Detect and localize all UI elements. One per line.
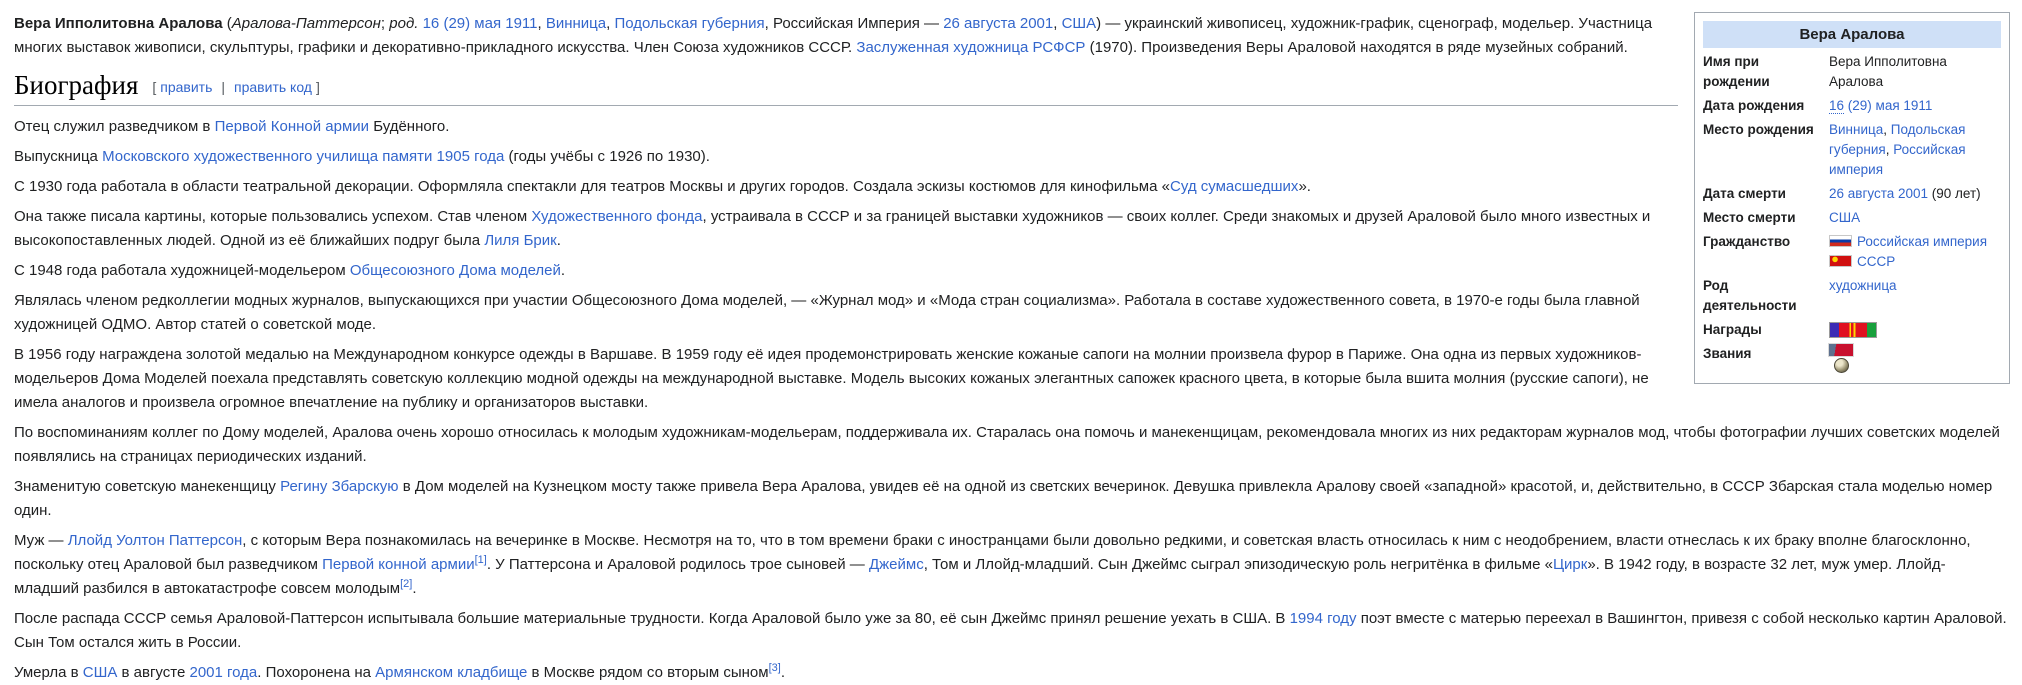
reference: [400, 578, 412, 590]
intro-paragraph: Вера Ипполитовна Аралова (Аралова-Паттерсон; род. 16 (29) мая 1911, Винница, Подольская губерния, Российская Империя — 26 августа 2001, США) — украинский живописец, художник-график, сценограф, модельер. Участница многих выставок живописи, скульптуры, графики и декоративно-прикладного искусства. Член Союза художников СССР. Заслуженная художница РСФСР (1970). Произведения Веры Араловой находятся в ряде музейных собраний.: [14, 15, 1653, 56]
biography-paragraph: Знаменитую советскую манекенщицу Регину Збарскую в Дом моделей на Кузнецком мосту также привела Вера Аралова, увидев её на одной из светских вечеринок. Девушка привлекла Аралову своей «западной» красотой, и, действительно, в СССР Збарская стала моделью номер один.: [14, 478, 1993, 519]
infobox-label: Место смерти: [1703, 210, 1796, 225]
wiki-link[interactable]: Винница: [1829, 122, 1884, 137]
italic-text: Аралова-Паттерсон: [231, 15, 381, 32]
infobox-row: [1703, 274, 2001, 318]
infobox-value: 26 августа 2001 (90 лет): [1829, 186, 1981, 201]
edit-bracket-open: [: [152, 79, 157, 95]
infobox-row: [1703, 118, 2001, 182]
award-ribbon-icon[interactable]: [1829, 322, 1877, 338]
biography-paragraph: По воспоминаниям коллег по Дому моделей, Аралова очень хорошо относилась к молодым художникам-модельерам, поддерживала их. Старалась она помочь и манекенщицам, рекомендовала многих из них редакторам журналов мод, чтобы фотографии лучших советских моделей появлялись на страницах периодических изданий.: [14, 424, 2000, 465]
infobox-label: Дата рождения: [1703, 98, 1805, 113]
infobox-row: [1703, 50, 2001, 94]
wiki-link[interactable]: Лиля Брик: [484, 232, 557, 249]
infobox: [1694, 12, 2010, 384]
badge-ribbon-part: [1829, 344, 1853, 356]
infobox-value: [1829, 318, 2001, 342]
wiki-link[interactable]: Российская империя: [1829, 142, 1966, 177]
infobox-label: Награды: [1703, 322, 1762, 337]
wiki-link[interactable]: Первой конной армии: [322, 556, 475, 573]
reference-link[interactable]: [1]: [474, 554, 487, 566]
reference: [769, 662, 781, 674]
wiki-link[interactable]: Суд сумасшедших: [1169, 178, 1299, 195]
infobox-label: Имя при рождении: [1703, 54, 1770, 89]
section-title: Биография: [14, 70, 139, 100]
russian-empire-flag-icon[interactable]: [1829, 235, 1852, 247]
wiki-link[interactable]: Цирк: [1552, 556, 1588, 573]
wiki-link[interactable]: 2001 года: [189, 664, 258, 681]
reference-link[interactable]: [3]: [768, 662, 781, 674]
wiki-link[interactable]: 26 августа 2001: [1829, 186, 1929, 201]
infobox-value: Вера Ипполитовна Аралова: [1829, 54, 1947, 89]
infobox-row: [1703, 230, 2001, 274]
edit-bracket-close: ]: [315, 79, 320, 95]
infobox-row: [1703, 182, 2001, 206]
wiki-link[interactable]: США: [1061, 15, 1097, 32]
wiki-link[interactable]: Общесоюзного Дома моделей: [349, 262, 561, 279]
italic-text: род.: [389, 15, 419, 32]
biography-paragraph: Муж — Ллойд Уолтон Паттерсон, с которым Вера познакомилась на вечеринке в Москве. Несмотря на то, что в том времени браки с иностранцами были довольно редкими, и советская власть относилась к ним с неодобрением, власти отнеслась к их браку вполне благосклонно, поскольку отец Араловой был разведчиком Первой конной армии[1]. У Паттерсона и Араловой родилось трое сыновей — Джеймс, Том и Ллойд-младший. Сын Джеймс сыграл эпизодическую роль негритёнка в фильме «Цирк». В 1942 году, в возрасте 32 лет, муж умер. Ллойд-младший разбился в автокатастрофе совсем молодым[2].: [14, 532, 1971, 597]
section-heading: [14, 70, 1678, 106]
infobox-title: Вера Аралова: [1703, 21, 2001, 48]
biography-paragraph: Являлась членом редколлегии модных журналов, выпускающихся при участии Общесоюзного Дома моделей, — «Журнал мод» и «Мода стран социализма». Работала в составе художественного совета, в 1970-е годы была главной художницей ОДМО. Автор статей о советской моде.: [14, 292, 1640, 333]
wiki-link[interactable]: Ллойд Уолтон Паттерсон: [67, 532, 243, 549]
infobox-label: Место рождения: [1703, 122, 1814, 137]
biography-paragraph: После распада СССР семья Араловой-Паттерсон испытывала большие материальные трудности. Когда Араловой было уже за 80, её сын Джеймс принял решение уехать в США. В 1994 году поэт вместе с матерью переехал в Вашингтон, привезя с собой несколько картин Араловой. Сын Том остался жить в России.: [14, 610, 2007, 651]
wiki-link[interactable]: Российская империя: [1857, 234, 1988, 249]
infobox-value: Винница, Подольская губерния, Российская империя: [1829, 122, 1966, 177]
reference-link[interactable]: [2]: [400, 578, 413, 590]
biography-paragraph: Она также писала картины, которые пользовались успехом. Став членом Художественного фонда, устраивала в СССР и за границей выставки художников — своих коллег. Среди знакомых и друзей Араловой было много известных и высокопоставленных людей. Одной из её ближайших подруг была Лиля Брик.: [14, 208, 1651, 249]
ussr-flag-icon[interactable]: [1829, 255, 1852, 267]
wiki-link[interactable]: СССР: [1857, 254, 1896, 269]
infobox-label: Гражданство: [1703, 234, 1791, 249]
wiki-link[interactable]: Художественного фонда: [531, 208, 703, 225]
biography-paragraph: Отец служил разведчиком в Первой Конной армии Будённого.: [14, 118, 450, 135]
edit-link[interactable]: править: [160, 79, 213, 95]
infobox-label: Дата смерти: [1703, 186, 1786, 201]
wiki-link[interactable]: Подольская губерния: [1829, 122, 1966, 157]
biography-paragraph: Выпускница Московского художественного училища памяти 1905 года (годы учёбы с 1926 по 1930).: [14, 148, 710, 165]
wiki-link[interactable]: 26 августа 2001: [943, 15, 1054, 32]
wiki-link[interactable]: Московского художественного училища памяти 1905 года: [102, 148, 505, 165]
infobox-value: [1829, 230, 2001, 274]
edit-separator: |: [221, 79, 226, 95]
biography-paragraph: В 1956 году награждена золотой медалью на Международном конкурсе одежды в Варшаве. В 1959 году её идея продемонстрировать женские кожаные сапоги на молнии произвела фурор в Париже. Она одна из первых художников-модельеров Дома Моделей поехала представлять советскую коллекцию модной одежды на международной выставке. Модель высоких кожаных элегантных сапожек красного цвета, в которые была вшита молния (русские сапоги), не имела аналогов и произвела огромное впечатление на публику и организаторов выставки.: [14, 346, 1649, 411]
biography-paragraph: С 1930 года работала в области театральной декорации. Оформляла спектакли для театров Москвы и других городов. Создала эскизы костюмов для кинофильма «Суд сумасшедших».: [14, 178, 1311, 195]
infobox-row: [1703, 206, 2001, 230]
edit-source-link[interactable]: править код: [234, 79, 312, 95]
wiki-link[interactable]: Подольская губерния: [614, 15, 765, 32]
bold-text: Вера Ипполитовна Аралова: [14, 15, 223, 32]
edit-section: [152, 79, 319, 95]
wiki-link[interactable]: Винница: [545, 15, 607, 32]
wiki-link[interactable]: Первой Конной армии: [214, 118, 370, 135]
infobox-value: [1829, 94, 2001, 118]
wiki-link[interactable]: США: [82, 664, 118, 681]
infobox-label: Род деятельности: [1703, 278, 1797, 313]
wiki-link[interactable]: Регину Збарскую: [280, 478, 399, 495]
wiki-link[interactable]: Армянском кладбище: [375, 664, 528, 681]
wiki-link[interactable]: 16 (29) мая 1911: [422, 15, 538, 32]
wiki-link[interactable]: Заслуженная художница РСФСР: [856, 39, 1086, 56]
infobox-value: [1829, 274, 2001, 318]
honored-artist-badge-icon[interactable]: [1829, 344, 1853, 373]
wiki-link[interactable]: 1994 году: [1289, 610, 1357, 627]
infobox-label: Звания: [1703, 346, 1752, 361]
infobox-row: [1703, 342, 2001, 375]
infobox-row: [1703, 318, 2001, 342]
infobox-row: [1703, 94, 2001, 118]
wiki-link[interactable]: Джеймс: [868, 556, 924, 573]
wiki-link[interactable]: художница: [1829, 278, 1897, 293]
wiki-link[interactable]: (29) мая 1911: [1847, 98, 1933, 113]
infobox-value: [1829, 342, 2001, 375]
wiki-link[interactable]: США: [1829, 210, 1861, 225]
infobox-table: [1703, 50, 2001, 375]
wiki-link[interactable]: 16: [1829, 98, 1845, 113]
biography-paragraph: Умерла в США в августе 2001 года. Похоронена на Армянском кладбище в Москве рядом со вторым сыном[3].: [14, 662, 785, 681]
badge-medal-part: [1834, 358, 1849, 373]
reference: [475, 554, 487, 566]
infobox-value: [1829, 206, 2001, 230]
biography-paragraph: С 1948 года работала художницей-модельером Общесоюзного Дома моделей.: [14, 262, 566, 279]
